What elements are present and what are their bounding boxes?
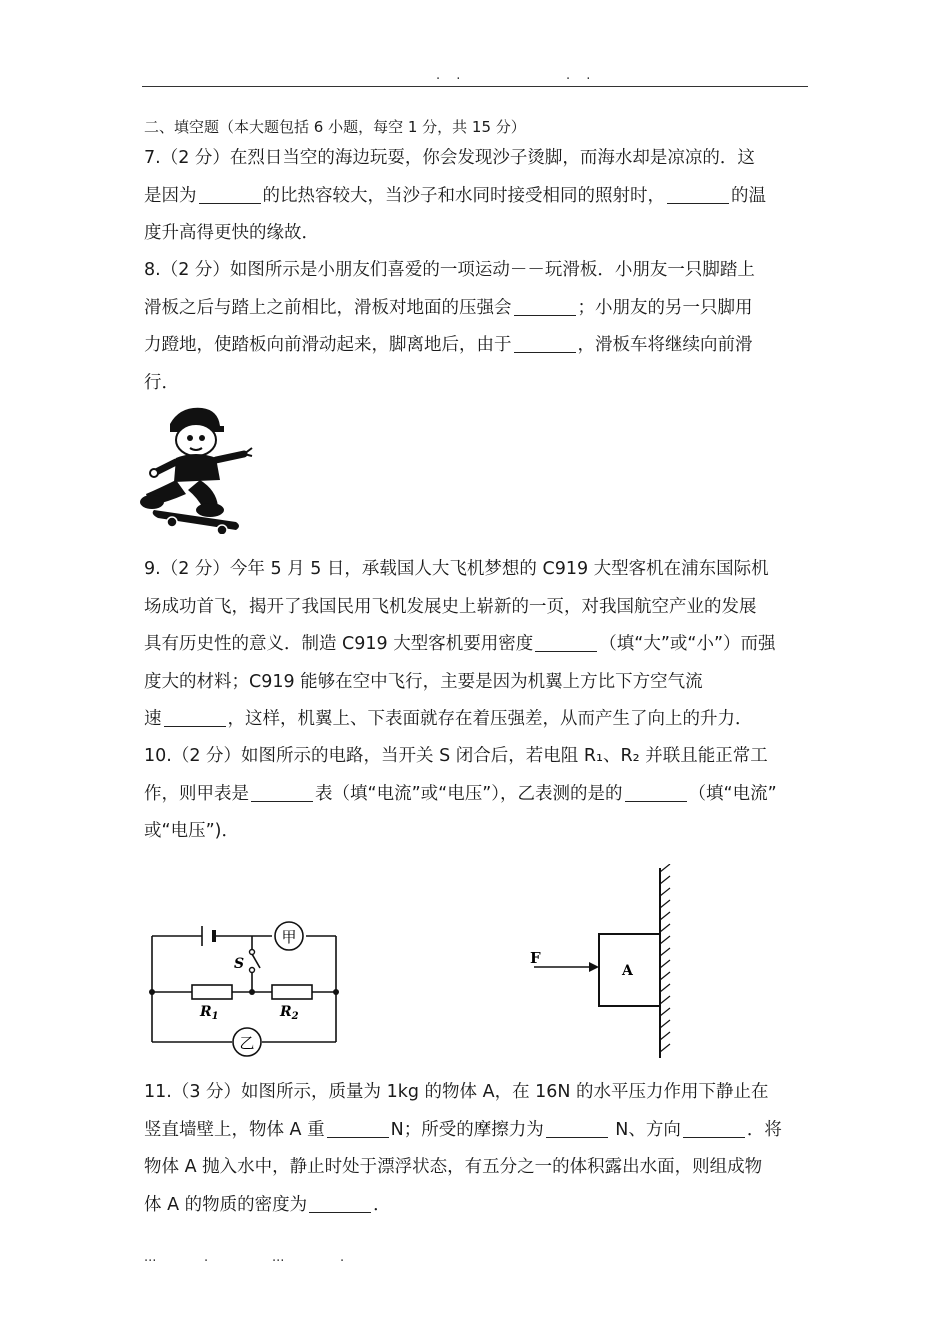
q8-line-3 bbox=[144, 327, 808, 365]
footer-dots-2: . bbox=[204, 1250, 209, 1265]
q11-text: N、方向 bbox=[609, 1119, 681, 1140]
wall-hatching bbox=[660, 864, 670, 1052]
q8-text: ；小朋友的另一只脚用 bbox=[577, 297, 753, 318]
q11-line-2 bbox=[144, 1112, 808, 1150]
force-arrow-icon bbox=[589, 962, 599, 972]
q9-line-2: 场成功首飞，揭开了我国民用飞机发展史上崭新的一页，对我国航空产业的发展 bbox=[144, 596, 757, 617]
q11-text: N；所受的摩擦力为 bbox=[390, 1119, 544, 1140]
resistor-r1 bbox=[192, 985, 232, 999]
answer-blank[interactable] bbox=[514, 334, 576, 353]
question-7 bbox=[144, 140, 808, 253]
header-dots-left: . . bbox=[436, 68, 467, 83]
footer-dots-1: ... bbox=[144, 1250, 157, 1265]
q11-line-4 bbox=[144, 1187, 808, 1225]
q8-text: 滑板之后与踏上之前相比，滑板对地面的压强会 bbox=[144, 297, 512, 318]
resistor-r2 bbox=[272, 985, 312, 999]
meter-yi-label: 乙 bbox=[239, 1034, 255, 1052]
answer-blank[interactable] bbox=[164, 708, 226, 727]
answer-blank[interactable] bbox=[625, 783, 687, 802]
answer-blank[interactable] bbox=[199, 185, 261, 204]
q11-text: ． bbox=[373, 1194, 391, 1215]
q7-text: 的温 bbox=[731, 185, 766, 206]
q9-text: （填“大”或“小”）而强 bbox=[599, 634, 776, 654]
footer-dots-3: ... bbox=[272, 1250, 285, 1265]
footer-dots-4: . bbox=[340, 1250, 345, 1265]
q9-line-1: 9.（2 分）今年 5 月 5 日，承载国人大飞机梦想的 C919 大型客机在浦东国际机 bbox=[144, 559, 769, 579]
q11-text: ．将 bbox=[746, 1119, 782, 1140]
q10-line-1: 10.（2 分）如图所示的电路，当开关 S 闭合后，若电阻 R₁、R₂ 并联且能正常工 bbox=[144, 746, 768, 766]
q9-line-3 bbox=[144, 626, 808, 664]
force-label: F bbox=[530, 949, 541, 967]
section-title: 二、填空题（本大题包括 6 小题，每空 1 分，共 15 分） bbox=[144, 118, 526, 136]
q11-text: 体 A 的物质的密度为 bbox=[144, 1194, 308, 1215]
q7-line-2 bbox=[144, 178, 808, 216]
header-rule bbox=[142, 86, 808, 87]
answer-blank[interactable] bbox=[546, 1119, 608, 1138]
header-dots-right: . . bbox=[566, 68, 597, 83]
q8-line-1: 8.（2 分）如图所示是小朋友们喜爱的一项运动－－玩滑板．小朋友一只脚踏上 bbox=[144, 260, 755, 280]
answer-blank[interactable] bbox=[535, 633, 597, 652]
q8-line-4: 行． bbox=[144, 372, 179, 393]
q8-text: ，滑板车将继续向前滑 bbox=[577, 335, 753, 355]
answer-blank[interactable] bbox=[667, 185, 729, 204]
answer-blank[interactable] bbox=[327, 1119, 389, 1138]
q7-line-3: 度升高得更快的缘故． bbox=[144, 223, 319, 243]
q9-line-4: 度大的材料；C919 能够在空中飞行，主要是因为机翼上方比下方空气流 bbox=[144, 671, 703, 692]
answer-blank[interactable] bbox=[251, 783, 313, 802]
question-11 bbox=[144, 1074, 808, 1224]
q7-text: 的比热容较大，当沙子和水同时接受相同的照射时， bbox=[262, 185, 665, 206]
question-8 bbox=[144, 252, 808, 402]
q9-text: 具有历史性的意义．制造 C919 大型客机要用密度 bbox=[144, 634, 534, 654]
skateboard-kid-figure bbox=[140, 402, 258, 534]
answer-blank[interactable] bbox=[514, 297, 576, 316]
q10-text: （填“电流” bbox=[688, 783, 777, 804]
q11-line-1: 11.（3 分）如图所示，质量为 1kg 的物体 A，在 16N 的水平压力作用下静止在 bbox=[144, 1082, 769, 1102]
q10-line-3: 或“电压”)． bbox=[144, 821, 239, 841]
q10-text: 作，则甲表是 bbox=[144, 783, 249, 804]
force-wall-diagram bbox=[524, 864, 684, 1064]
q7-line-1: 7.（2 分）在烈日当空的海边玩耍，你会发现沙子烫脚，而海水却是凉凉的．这 bbox=[144, 148, 755, 168]
switch-label: S bbox=[234, 956, 245, 972]
q7-text: 是因为 bbox=[144, 185, 197, 206]
question-9 bbox=[144, 551, 808, 739]
q9-text: ，这样，机翼上、下表面就存在着压强差，从而产生了向上的升力． bbox=[227, 709, 753, 729]
r2-label: $R_2$ bbox=[280, 1004, 299, 1022]
q8-line-2 bbox=[144, 290, 808, 328]
q8-text: 力蹬地，使踏板向前滑动起来，脚离地后，由于 bbox=[144, 335, 512, 355]
q10-line-2 bbox=[144, 776, 808, 814]
q9-line-5 bbox=[144, 701, 808, 739]
q9-text: 速 bbox=[144, 709, 162, 729]
question-10 bbox=[144, 738, 808, 851]
q11-line-3: 物体 A 抛入水中，静止时处于漂浮状态，有五分之一的体积露出水面，则组成物 bbox=[144, 1157, 763, 1177]
r1-label: $R_1$ bbox=[200, 1004, 219, 1022]
meter-jia-label: 甲 bbox=[281, 928, 297, 946]
q10-text: 表（填“电流”或“电压”），乙表测的是的 bbox=[315, 783, 623, 804]
q11-text: 竖直墙壁上，物体 A 重 bbox=[144, 1119, 325, 1140]
block-label: A bbox=[622, 963, 633, 979]
answer-blank[interactable] bbox=[683, 1119, 745, 1138]
circuit-diagram bbox=[140, 912, 350, 1062]
answer-blank[interactable] bbox=[309, 1194, 371, 1213]
